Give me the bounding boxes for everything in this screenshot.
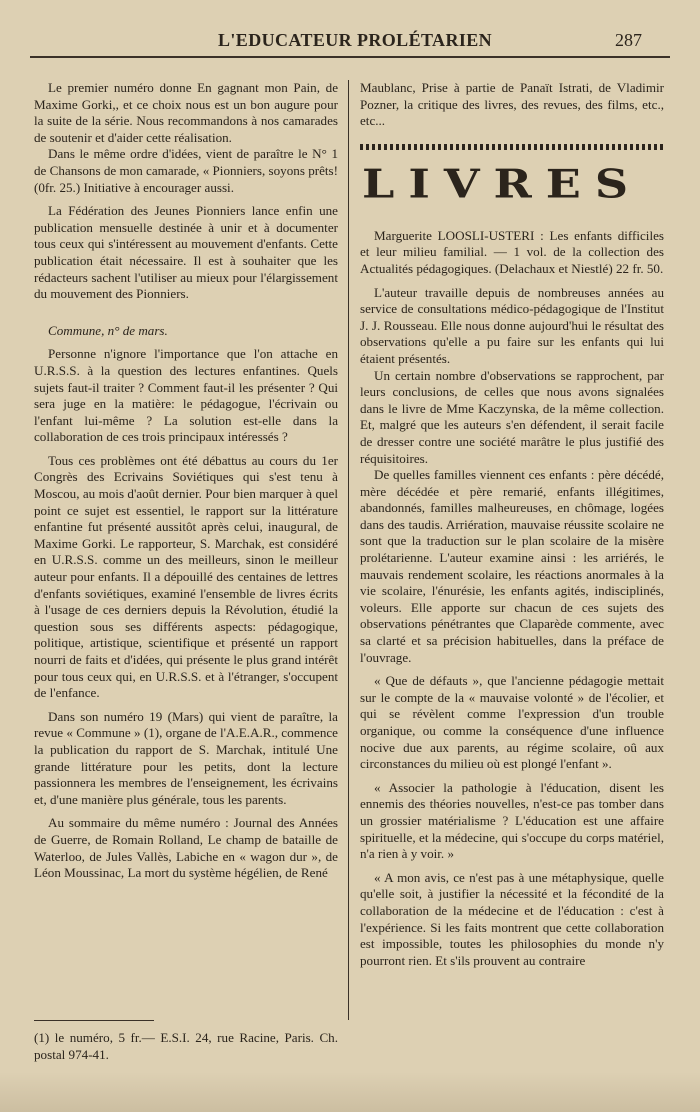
left-column (34, 80, 338, 882)
journal-title: L'EDUCATEUR PROLÉTARIEN (218, 30, 493, 50)
section-subheading: Commune, n° de mars. (48, 322, 168, 338)
paragraph: Dans son numéro 19 (Mars) qui vient de paraître, la revue « Commune » (1), organe de l'A.E.A.R., commence la publication du rapport de S. Marchak, intitulé Une grande littérature pour les petits, dont la lecture passionnera les membres de l'enseignement, les écrivains et, d'une manière plus générale, tous les parents. (34, 708, 338, 807)
right-column (360, 80, 664, 969)
quote-paragraph: « Associer la pathologie à l'éducation, disent les ennemis des théories nouvelles, n'est-ce pas tomber dans un grossier matérialisme ? L'éducation est une affaire spirituelle, et la médecine, qui s'occupe du corps matériel, n'a rien à y voir. » (360, 779, 664, 862)
paragraph: Maublanc, Prise à partie de Panaït Istrati, de Vladimir Pozner, la critique des livres, des revues, des films, etc., etc... (360, 80, 664, 129)
page-shadow (0, 1072, 700, 1112)
paragraph: De quelles familles viennent ces enfants : père décédé, mère décédée et père remarié, enfants illégitimes, abandonnés, familles malheureuses, en chômage, logées dans des taudis. Arriération, mauvaise réussite scolaire ne sont que la traduction sur le plan scolaire de la misère prolétarienne. L'auteur examine ainsi : les arriérés, le mauvais rendement scolaire, les réactions anormales à la vie scolaire, l'énurésie, les enfants agités, indisciplinés, voleurs. Elle apporte sur chacun de ces sujets des observations pénétrantes que Claparède commente, avec sa clarté et sa précision habituelles, dans la préface de l'ouvrage. (360, 467, 664, 665)
paragraph: Le premier numéro donne En gagnant mon Pain, de Maxime Gorki,, et ce choix nous est un bon augure pour la suite de la série. Nous recommandons à nos camarades de soutenir et d'aider cette réalisation. (34, 80, 338, 145)
section-heading: LIVRES (362, 160, 643, 207)
paragraph: Personne n'ignore l'importance que l'on attache en U.R.S.S. à la question des lectures enfantines. Quels sujets faut-il traiter ? Comment faut-il les présenter ? Qui sera juge en la matière: le pédagogue, l'écrivain ou l'enfant lui-même ? La solution est-elle dans la collaboration de ces trois principaux intéressés ? (34, 346, 338, 445)
paragraph: L'auteur travaille depuis de nombreuses années au service de consultations médico-pédagogique de l'Institut J. J. Rousseau. Elle nous donne aujourd'hui le résultat des observations qu'elle a pu faire sur les enfants qui lui étaient présentés. (360, 284, 664, 366)
page-header (30, 28, 670, 58)
paragraph: Au sommaire du même numéro : Journal des Années de Guerre, de Romain Rolland, Le champ de bataille de Waterloo, de Jules Vallès, Labiche en « wagon dur », de Léon Moussinac, La mort du système hégélien, de René (34, 815, 338, 881)
paragraph: La Fédération des Jeunes Pionniers lance enfin une publication mensuelle destinée à unir et à documenter tous ceux qui s'intéressent au mouvement d'enfants. Cette publication était nécessaire. Il est à souhaiter que les rédacteurs sachent l'utiliser au mieux pour l'élargissement du mouvement des Pionniers. (34, 203, 338, 302)
page-number: 287 (615, 30, 642, 50)
ornamental-rule (360, 144, 664, 150)
quote-paragraph: « Que de défauts », que l'ancienne pédagogie mettait sur le compte de la « mauvaise volonté » de l'écolier, et qui se révèlent comme l'expression d'un trouble organique, ou comme la conséquence d'une influence nocive due aux parents, au régime scolaire, oû aux circonstances du milieu où est plongé l'enfant ». (360, 673, 664, 772)
paragraph: Dans le même ordre d'idées, vient de paraître le N° 1 de Chansons de mon camarade, « Pionniers, soyons prêts! (0fr. 25.) Initiative à encourager aussi. (34, 146, 339, 195)
paragraph: Tous ces problèmes ont été débattus au cours du 1er Congrès des Ecrivains Soviétiques qui s'est tenu à Moscou, au mois d'août dernier. Pour bien marquer à quel point ce sujet est essentiel, le rapport sur la littérature enfantine fut présenté aussitôt après celui, inaugural, de Maxime Gorki. Le rapporteur, S. Marchak, est considéré en U.R.S.S. comme un des meilleurs, sinon le meilleur auteur pour enfants. Il a dépouillé des centaines de lettres d'enfants soviétiques, examiné l'ensemble de livres écrits à l'usage de ces derniers depuis la Révolution, étudié la question sous ses différents aspects: pédagogique, politique, artistique, scientifique et présenté un rapport nourri de faits et d'idées, qui présente le plus grand intérêt pour tous ceux qui, en U.R.S.S. et à l'étranger, s'occupent de l'enfance. (34, 452, 338, 701)
column-divider (348, 80, 349, 1020)
paragraph: Un certain nombre d'observations se rapprochent, par leurs conclusions, de celles que nous avons signalées dans le livre de Mme Kaczynska, de la même collection. Et, malgré que les auteurs s'en défendent, il serait facile de dresser contre une société marâtre le plus justifié des réquisitoires. (360, 367, 664, 466)
book-reference: Marguerite LOOSLI-USTERI : Les enfants difficiles et leur milieu familial. — 1 vol. de la collection des Actualités pédagogiques. (Delachaux et Niestlé) 22 fr. 50. (360, 227, 664, 276)
quote-paragraph: « A mon avis, ce n'est pas à une métaphysique, quelle qu'elle soit, à justifier la nécessité et la fécondité de la collaboration de la médecine et de l'éducation : c'est à l'expérience. Si les faits montrent que cette collaboration est impossible, toutes les philosophies du monde n'y pourront rien. Et s'ils prouvent au contraire (360, 869, 664, 968)
footnote: (1) le numéro, 5 fr.— E.S.I. 24, rue Racine, Paris. Ch. postal 974-41. (34, 1030, 338, 1062)
footnote-rule (34, 1020, 154, 1021)
